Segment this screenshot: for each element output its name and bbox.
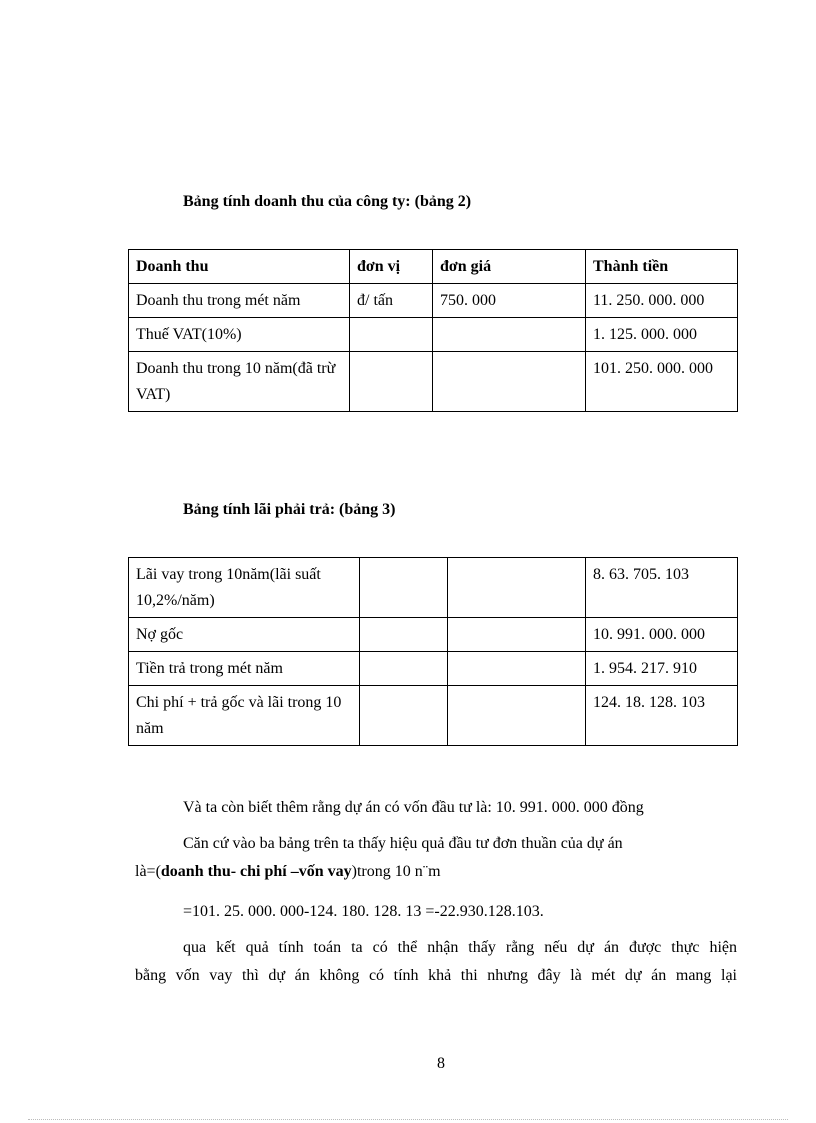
table-cell <box>448 686 586 746</box>
formula-prefix: là=( <box>135 863 161 880</box>
table-cell <box>360 652 448 686</box>
table-cell: Doanh thu trong mét năm <box>129 284 350 318</box>
formula-bold: doanh thu- chi phí –vốn vay <box>160 863 352 880</box>
header-cell: đơn giá <box>433 250 586 284</box>
table-row <box>129 558 738 618</box>
table-cell: Nợ gốc <box>129 618 360 652</box>
conclusion-line-1: qua kết quả tính toán ta có thể nhận thấy rằng nếu dự án được thực hiện <box>183 939 737 956</box>
table-cell: 11. 250. 000. 000 <box>586 284 738 318</box>
header-cell: Thành tiền <box>586 250 738 284</box>
table-cell <box>448 618 586 652</box>
table-cell: 124. 18. 128. 103 <box>586 686 738 746</box>
table-cell: Tiền trả trong mét năm <box>129 652 360 686</box>
table-cell <box>448 558 586 618</box>
conclusion-line-2: bằng vốn vay thì dự án không có tính khả thi nhưng đây là mét dự án mang lại <box>135 967 737 984</box>
table-cell: 8. 63. 705. 103 <box>586 558 738 618</box>
table-header-row <box>129 250 738 284</box>
page-number: 8 <box>437 1055 445 1072</box>
table-row <box>129 686 738 746</box>
table-cell <box>360 618 448 652</box>
table-cell: 1. 954. 217. 910 <box>586 652 738 686</box>
footer-divider <box>28 1119 788 1120</box>
table-cell: 1. 125. 000. 000 <box>586 318 738 352</box>
table3-caption: Bảng tính lãi phải trả: (bảng 3) <box>183 501 396 518</box>
table-row <box>129 284 738 318</box>
table-cell <box>433 318 586 352</box>
table-row <box>129 652 738 686</box>
formula-suffix: )trong 10 n¨m <box>351 863 441 880</box>
table-cell <box>360 558 448 618</box>
efficiency-line-2 <box>135 861 737 883</box>
table-row <box>129 318 738 352</box>
table-cell <box>360 686 448 746</box>
table-cell: 101. 250. 000. 000 <box>586 352 738 412</box>
table-row <box>129 618 738 652</box>
table-cell: đ/ tấn <box>350 284 433 318</box>
table-cell <box>448 652 586 686</box>
table-cell <box>350 352 433 412</box>
revenue-table <box>128 249 738 412</box>
table-cell: Doanh thu trong 10 năm(đã trừ VAT) <box>129 352 350 412</box>
table-row <box>129 352 738 412</box>
table-cell: 750. 000 <box>433 284 586 318</box>
investment-paragraph: Và ta còn biết thêm rằng dự án có vốn đầu tư là: 10. 991. 000. 000 đồng <box>183 799 644 816</box>
table-cell <box>433 352 586 412</box>
efficiency-line-1: Căn cứ vào ba bảng trên ta thấy hiệu quả đầu tư đơn thuần của dự án <box>183 835 623 852</box>
table-cell <box>350 318 433 352</box>
calculation-line: =101. 25. 000. 000-124. 180. 128. 13 =-22.930.128.103. <box>183 903 544 920</box>
table2-caption: Bảng tính doanh thu của công ty: (bảng 2) <box>183 193 472 210</box>
header-cell: đơn vị <box>350 250 433 284</box>
table-cell: Chi phí + trả gốc và lãi trong 10 năm <box>129 686 360 746</box>
table-cell: Thuế VAT(10%) <box>129 318 350 352</box>
table-cell: Lãi vay trong 10năm(lãi suất 10,2%/năm) <box>129 558 360 618</box>
table-cell: 10. 991. 000. 000 <box>586 618 738 652</box>
interest-table <box>128 557 738 746</box>
header-cell: Doanh thu <box>129 250 350 284</box>
